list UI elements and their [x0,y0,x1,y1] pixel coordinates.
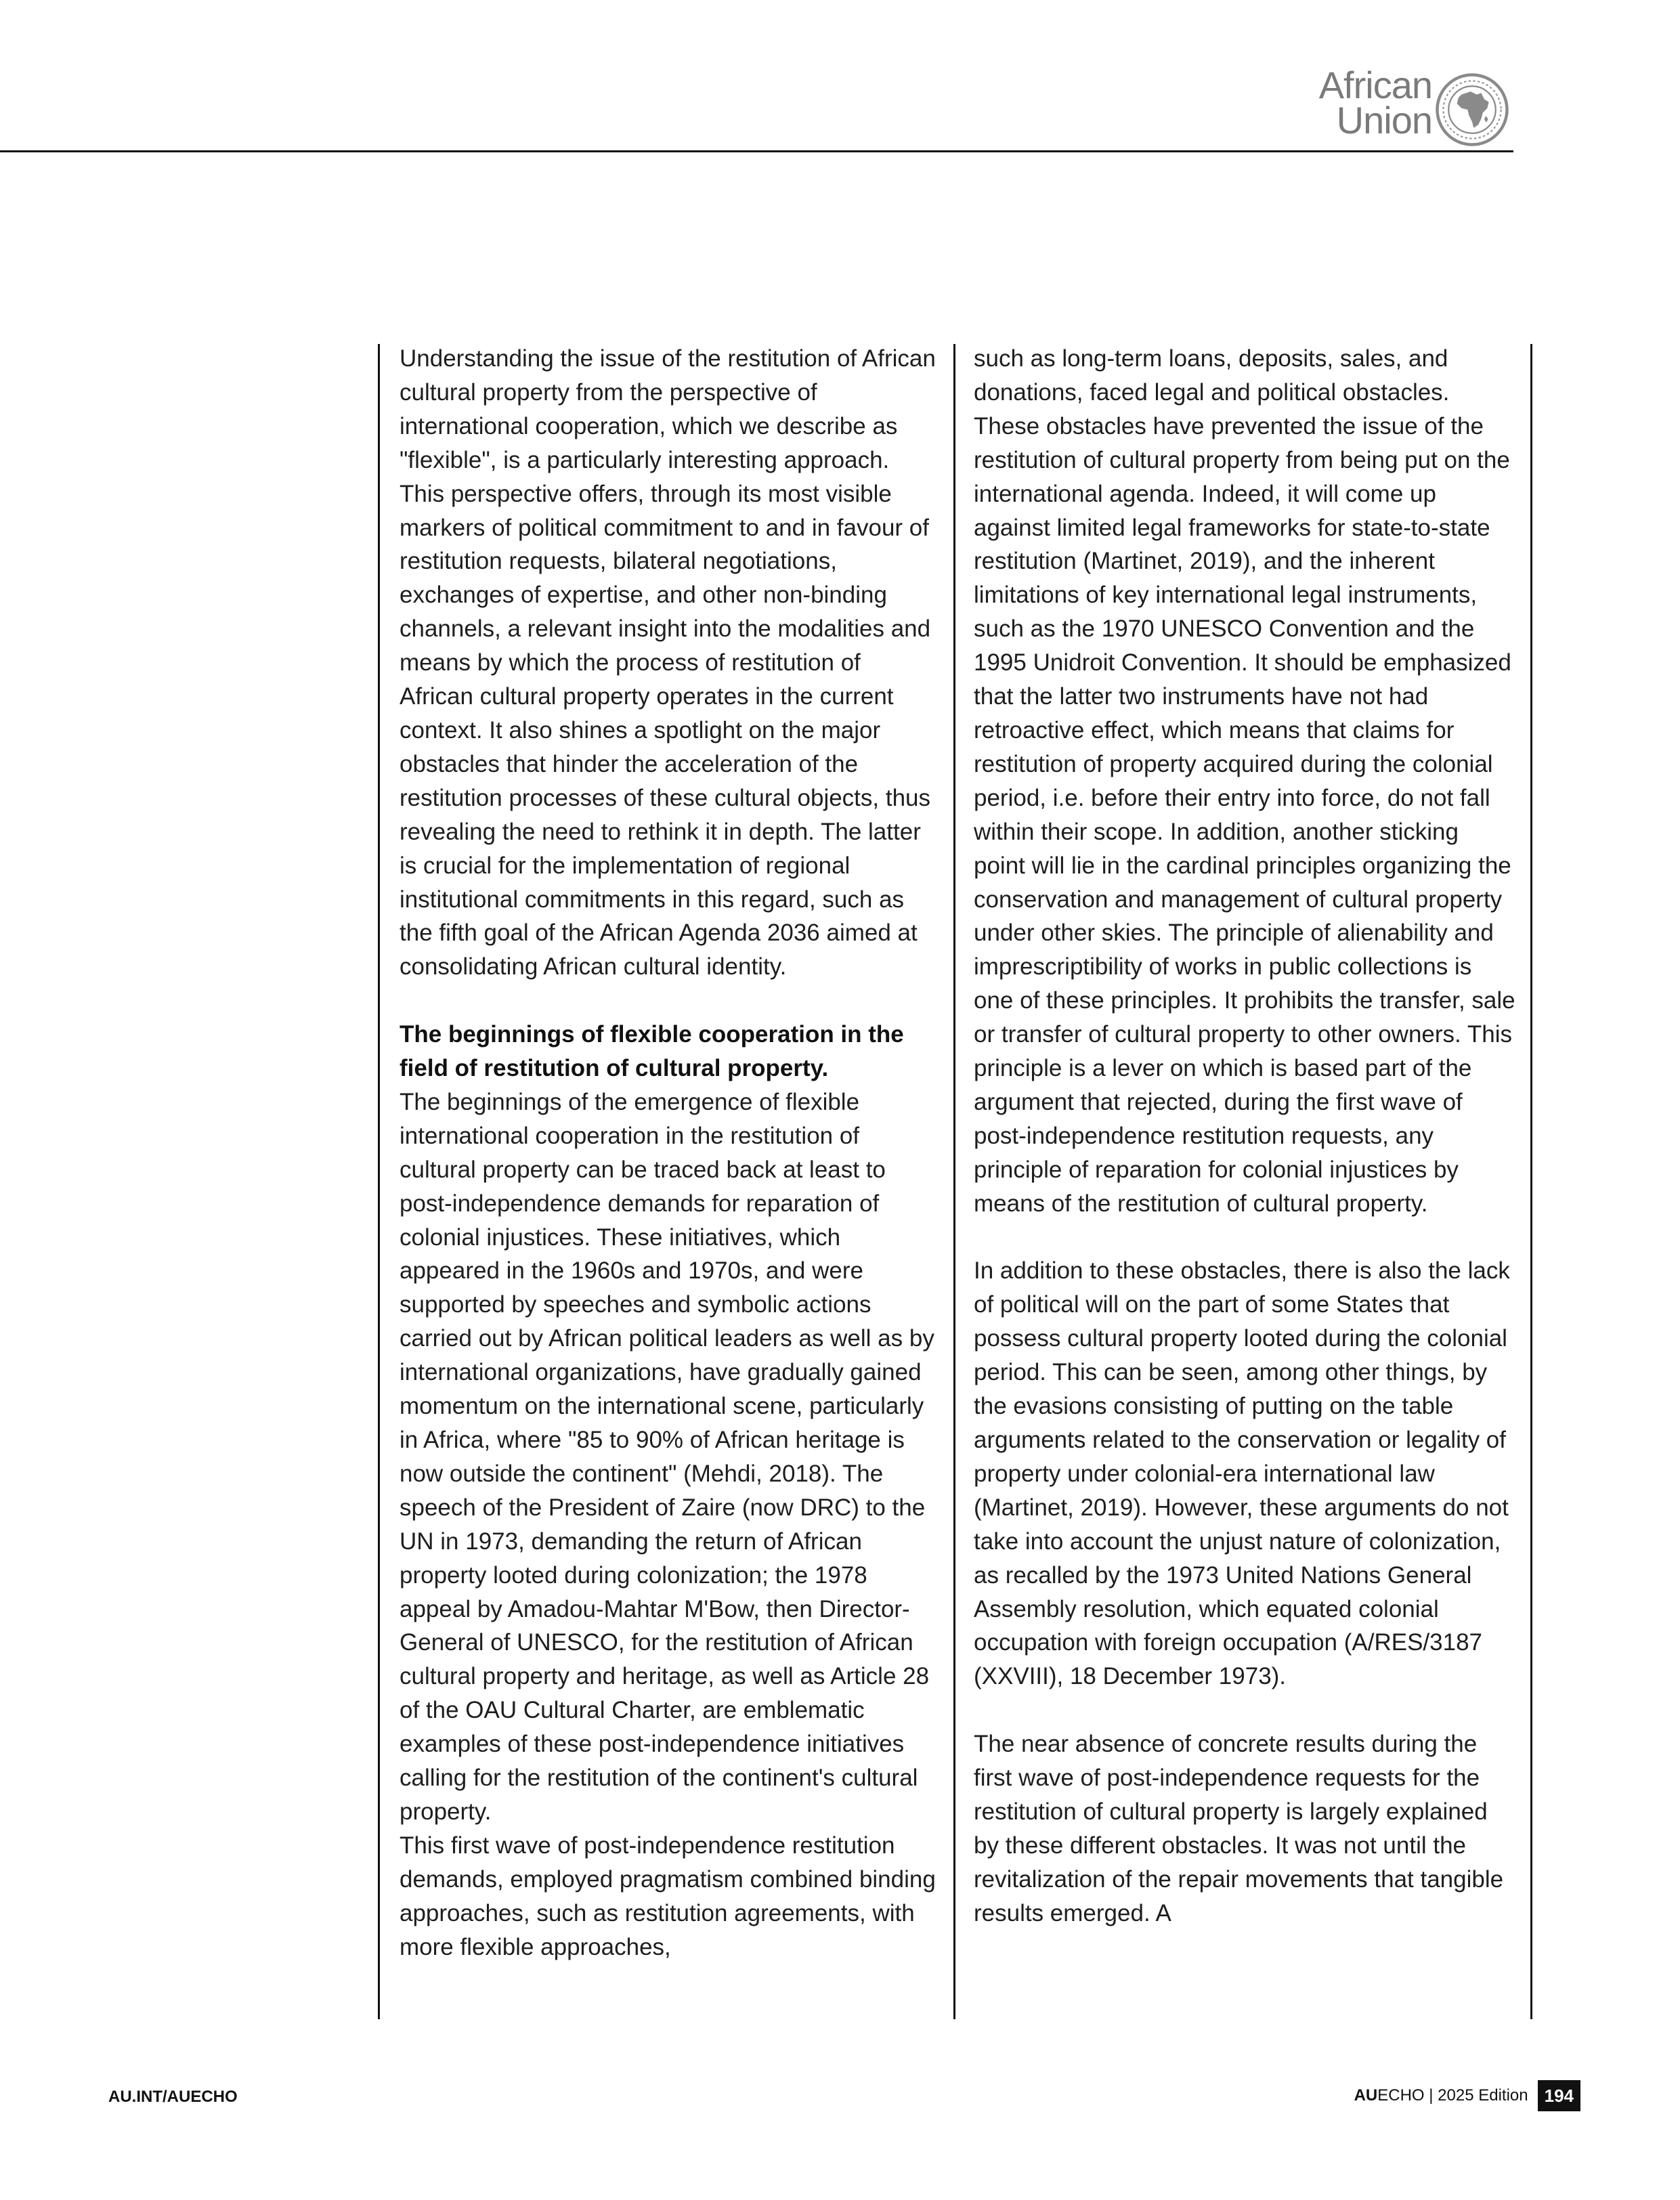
footer-brand-rest: ECHO | 2025 Edition [1377,2086,1528,2105]
left-paragraph-3: This first wave of post-independence restitution demands, employed pragmatism combined binding approaches, such as restitution agreements, with more flexible approaches, [400,1832,936,1960]
footer-brand [1354,2086,1528,2105]
logo-text-line2: Union [1336,99,1432,142]
left-column-rule [378,344,380,2019]
africa-continent-emblem-icon [1434,72,1510,148]
page-number: 194 [1538,2080,1580,2111]
right-column [974,342,1515,1931]
logo-text-line1: African [1318,64,1432,106]
right-paragraph-3: The near absence of concrete results during the first wave of post-independence requests for the restitution of cultural property is largely explained by these different obstacles. It was not until the revitalization of the repair movements that tangible results emerged. A [974,1731,1504,1926]
section-heading: The beginnings of flexible cooperation in the field of restitution of cultural property. [400,1021,904,1082]
logo-text [1318,64,1432,142]
footer-edition [1354,2080,1580,2111]
right-column-rule [1530,344,1532,2019]
footer-brand-bold: AU [1354,2086,1378,2105]
left-column [400,342,938,1964]
left-paragraph-1: Understanding the issue of the restitution of African cultural property from the perspective of international cooperation, which we describe as "flexible", is a particularly interesting approach. This perspective offers, through its most visible markers of political commitment to and in favour of restitution requests, bilateral negotiations, exchanges of expertise, and other non-binding channels, a relevant insight into the modalities and means by which the process of restitution of African cultural property operates in the current context. It also shines a spotlight on the major obstacles that hinder the acceleration of the restitution processes of these cultural objects, thus revealing the need to rethink it in depth. The latter is crucial for the implementation of regional institutional commitments in this regard, such as the fifth goal of the African Agenda 2036 aimed at consolidating African cultural identity. [400,345,936,980]
middle-column-rule [953,344,955,2019]
african-union-logo [1307,64,1510,149]
right-paragraph-1: such as long-term loans, deposits, sales, and donations, faced legal and political obstacles. These obstacles have prevented the issue of the restitution of cultural property from being put on the international agenda. Indeed, it will come up against limited legal frameworks for state-to-state restitution (Martinet, 2019), and the inherent limitations of key international legal instruments, such as the 1970 UNESCO Convention and the 1995 Unidroit Convention. It should be emphasized that the latter two instruments have not had retroactive effect, which means that claims for restitution of property acquired during the colonial period, i.e. before their entry into force, do not fall within their scope. In addition, another sticking point will lie in the cardinal principles organizing the conservation and management of cultural property under other skies. The principle of alienability and imprescriptibility of works in public collections is one of these principles. It prohibits the transfer, sale or transfer of cultural property to other owners. This principle is a lever on which is based part of the argument that rejected, during the first wave of post-independence restitution requests, any principle of reparation for colonial injustices by means of the restitution of cultural property. [974,345,1515,1217]
footer-website-link[interactable]: AU.INT/AUECHO [108,2088,238,2106]
right-paragraph-2: In addition to these obstacles, there is also the lack of political will on the part of some States that possess cultural property looted during the colonial period. This can be seen, among other things, by the evasions consisting of putting on the table arguments related to the conservation or legality of property under colonial-era international law (Martinet, 2019). However, these arguments do not take into account the unjust nature of colonization, as recalled by the 1973 United Nations General Assembly resolution, which equated colonial occupation with foreign occupation (A/RES/3187 (XXVIII), 18 December 1973). [974,1257,1510,1690]
header-rule [0,150,1513,152]
left-paragraph-2: The beginnings of the emergence of flexible international cooperation in the restitution of cultural property can be traced back at least to post-independence demands for reparation of colonial injustices. These initiatives, which appeared in the 1960s and 1970s, and were supported by speeches and symbolic actions carried out by African political leaders as well as by international organizations, have gradually gained momentum on the international scene, particularly in Africa, where "85 to 90% of African heritage is now outside the continent" (Mehdi, 2018). The speech of the President of Zaire (now DRC) to the UN in 1973, demanding the return of African property looted during colonization; the 1978 appeal by Amadou-Mahtar M'Bow, then Director-General of UNESCO, for the restitution of African cultural property and heritage, as well as Article 28 of the OAU Cultural Charter, are emblematic examples of these post-independence initiatives calling for the restitution of the continent's cultural property. [400,1088,934,1825]
